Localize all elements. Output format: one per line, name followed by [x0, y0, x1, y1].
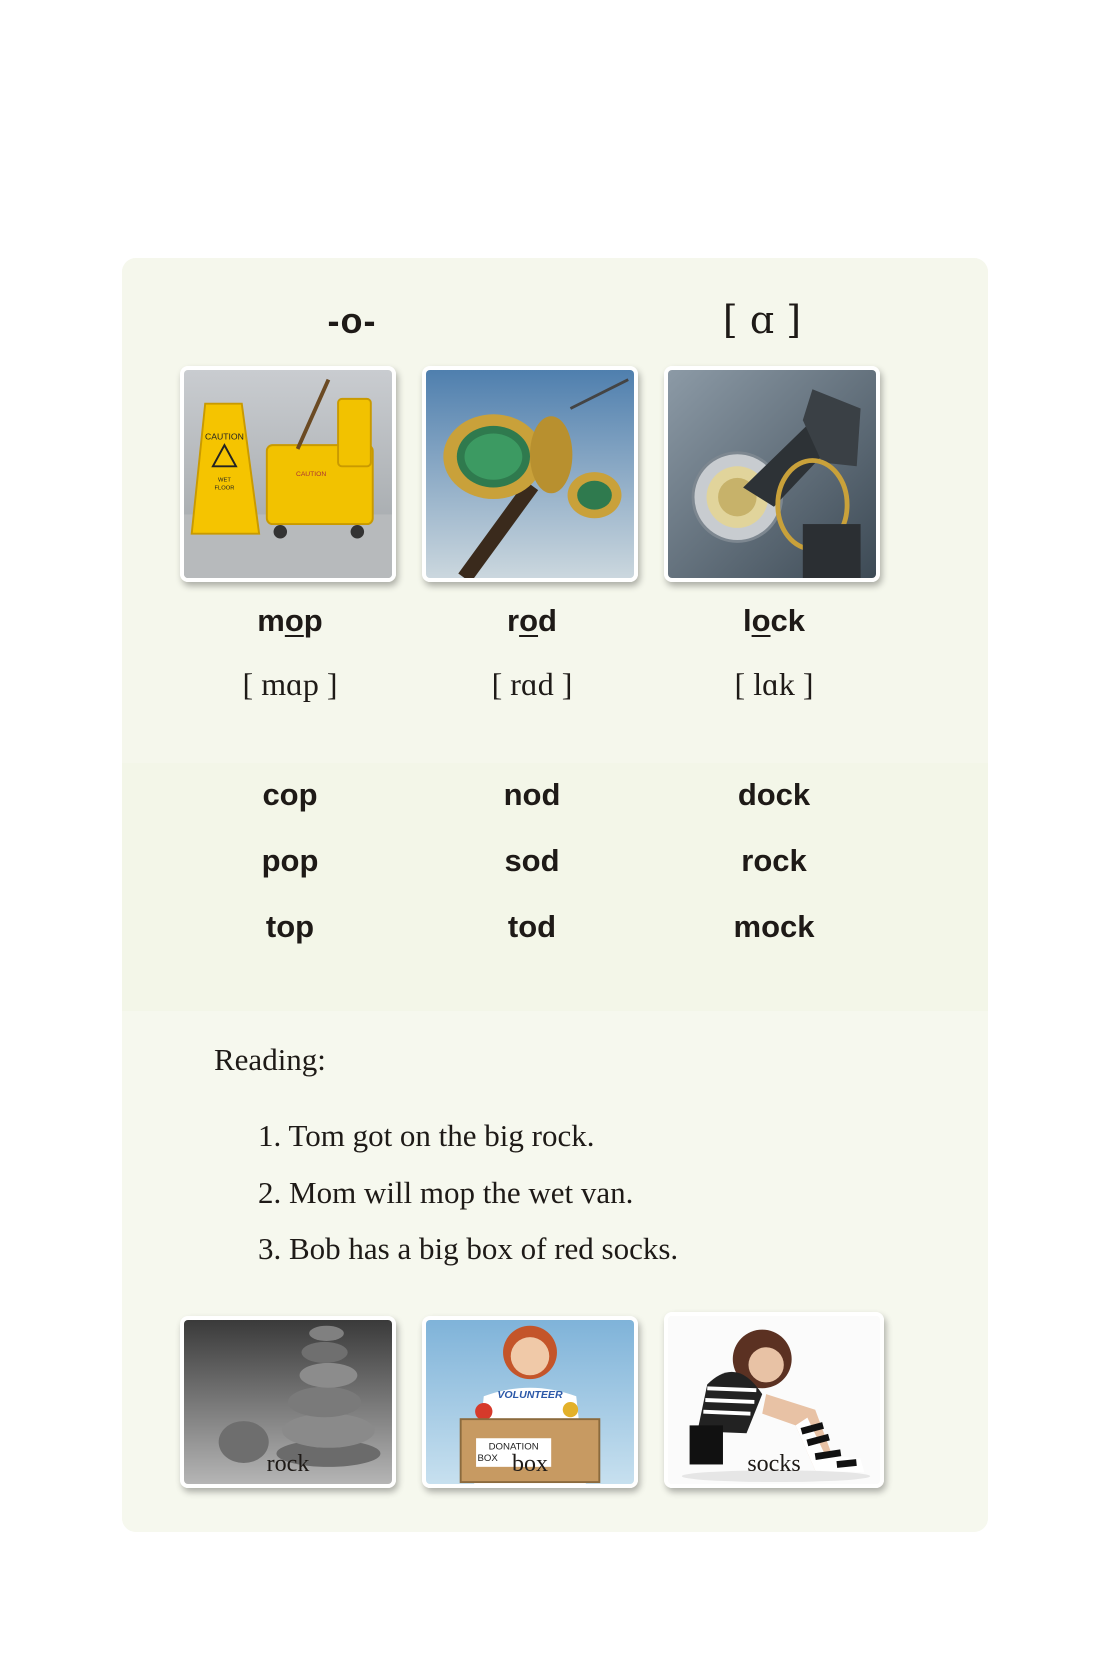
vowel-ipa: [ ɑ ] [722, 298, 802, 342]
svg-text:BOX: BOX [477, 1453, 498, 1465]
photo-caption: box [512, 1451, 548, 1477]
svg-text:VOLUNTEER: VOLUNTEER [497, 1389, 563, 1402]
list-word: cop [262, 777, 318, 812]
lock-key-image [664, 366, 880, 582]
ipa-lock: [ lɑk ] [734, 666, 814, 702]
photo-caption: rock [266, 1451, 310, 1477]
reading-title: Reading: [214, 1042, 326, 1077]
reading-sentence: 2. Mom will mop the wet van. [258, 1175, 634, 1210]
list-word: rock [741, 843, 807, 878]
svg-text:WET: WET [218, 477, 231, 484]
donation-box-image [422, 1316, 638, 1488]
list-word: nod [503, 777, 561, 812]
reading-sentence: 3. Bob has a big box of red socks. [258, 1231, 679, 1266]
word-rod: rod [507, 603, 557, 638]
list-word: mock [733, 909, 815, 944]
ipa-mop: [ mɑp ] [242, 666, 338, 702]
reading-sentence: 1. Tom got on the big rock. [258, 1118, 595, 1153]
photo-caption: socks [747, 1451, 801, 1477]
stacked-rocks-image [180, 1316, 396, 1488]
word-mop: mop [257, 603, 323, 638]
sign-caution-text: CAUTION [204, 431, 244, 442]
vowel-heading: -o- [327, 300, 377, 341]
ipa-rod: [ rɑd ] [491, 666, 573, 702]
fishing-reel-image [422, 366, 638, 582]
lesson-card [122, 258, 988, 1532]
list-word: sod [504, 843, 560, 878]
mop-bucket-image [180, 366, 396, 582]
svg-text:DONATION: DONATION [488, 1441, 539, 1453]
list-word: pop [261, 843, 319, 878]
girl-striped-socks-image [664, 1312, 884, 1488]
list-word: tod [507, 909, 557, 944]
svg-text:FLOOR: FLOOR [214, 485, 235, 492]
list-word: dock [737, 777, 811, 812]
svg-text:CAUTION: CAUTION [295, 470, 327, 478]
list-word: top [265, 909, 315, 944]
word-lock: lock [742, 603, 806, 638]
